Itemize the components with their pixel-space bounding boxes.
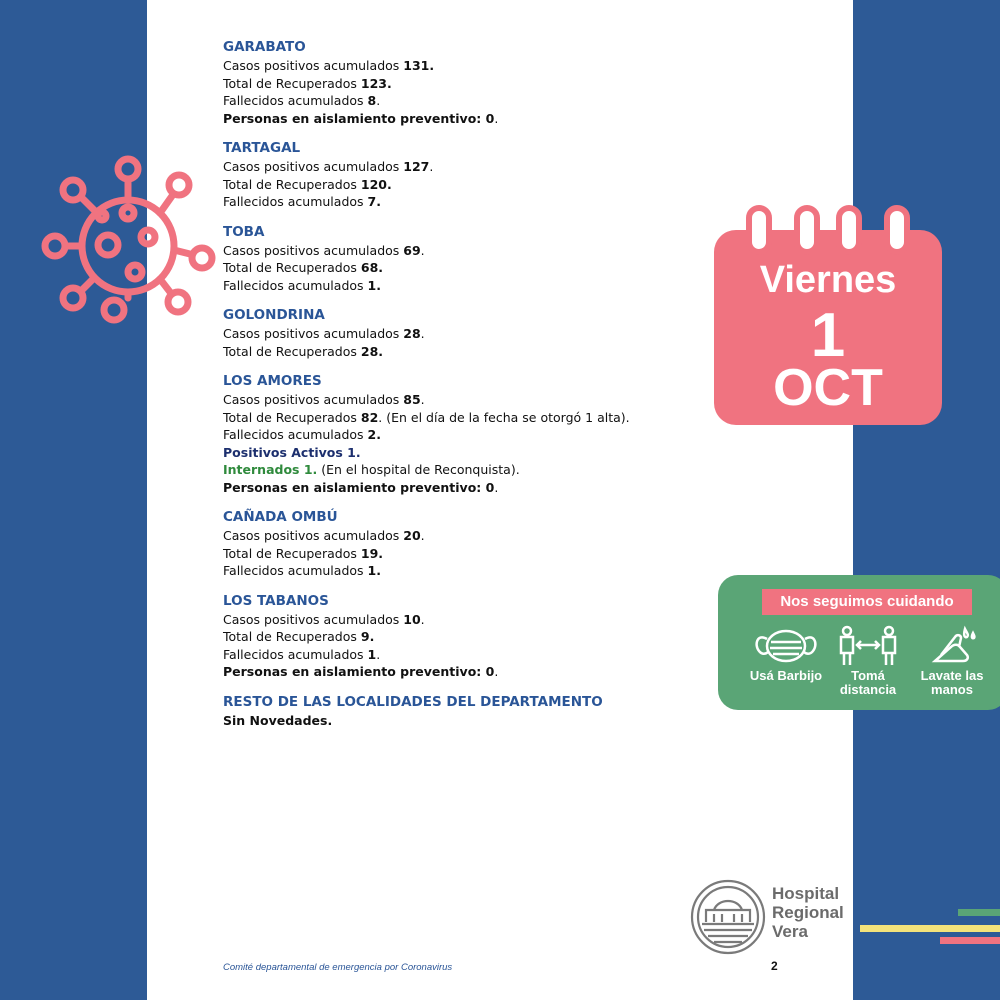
care-tip-label: Usá Barbijo [749,668,823,683]
stat-value: 19. [360,545,384,561]
stat-line [223,57,693,75]
stat-label: Total de Recuperados [223,260,361,275]
stat-value: 9. [360,629,375,644]
stat-line [223,646,693,664]
stat-line [223,545,693,563]
locality-section [223,592,693,681]
stat-value: 1 [367,646,377,662]
stat-line [223,158,693,176]
stat-line [223,562,693,580]
stat-label: Fallecidos acumulados [223,277,368,293]
care-tip-distance [828,625,908,697]
report-content [223,38,693,741]
stat-line [223,176,693,194]
stat-value: 85 [403,392,421,407]
locality-title: TOBA [223,223,265,240]
stat-line [223,663,693,681]
stat-value: 69 [403,242,421,258]
stat-value: 120. [360,176,392,192]
stat-note: . [420,392,425,407]
mask-icon [751,625,821,667]
stat-value: 127 [403,159,430,174]
stat-value: 68. [360,260,384,275]
stat-line [223,409,693,427]
locality-title: GARABATO [223,39,306,55]
stat-line [223,527,693,545]
locality-title: RESTO DE LAS LOCALIDADES DEL DEPARTAMENTO [223,693,603,710]
stat-note: . [420,611,425,627]
stat-note: . [420,528,425,543]
hospital-name [772,884,844,941]
calendar-day: 1 [810,301,846,370]
decor-stripe [958,909,1000,916]
stat-label: Total de Recuperados [223,343,361,359]
locality-title: LOS TABANOS [223,592,329,609]
calendar-weekday: Viernes [759,259,897,301]
stat-label: Total de Recuperados [223,545,361,561]
distance-icon [833,625,903,667]
stat-value: 28 [403,326,421,341]
locality-section [223,372,693,496]
stat-note: . [494,479,499,495]
stat-value: 20 [403,528,421,543]
stat-value: Internados 1. [223,462,318,477]
stat-value: 28. [360,343,384,359]
decor-stripe [860,925,1000,932]
stat-line [223,611,693,629]
stat-line [223,343,693,361]
care-tip-label: Tomá distancia [839,668,897,697]
calendar-ring [794,205,820,255]
stat-value: Sin Novedades. [223,712,333,728]
stat-label: Casos positivos acumulados [223,528,404,543]
stat-value: 1. [367,563,381,578]
stat-value: 131. [403,58,435,73]
stat-line [223,426,693,444]
decor-stripe [940,937,1000,944]
stat-note: . [376,93,381,108]
stat-note: . [494,664,499,679]
page-number: 2 [771,959,778,973]
stat-line [223,325,693,343]
stat-value: 1. [367,277,381,293]
care-tips-card [718,575,1000,710]
stat-value: Positivos Activos 1. [223,444,361,460]
stat-label: Casos positivos acumulados [223,392,404,407]
locality-title: GOLONDRINA [223,307,325,323]
wash-hands-icon [917,625,987,667]
stat-label: Fallecidos acumulados [223,93,368,108]
hospital-logo [690,872,850,962]
calendar-icon [714,205,942,425]
stat-value: Personas en aislamiento preventivo: 0 [223,110,495,126]
stat-label: Fallecidos acumulados [223,427,368,442]
calendar-ring [836,205,862,255]
stat-label: Fallecidos acumulados [223,646,368,662]
stat-label: Total de Recuperados [223,75,361,91]
stat-label: Fallecidos acumulados [223,563,368,578]
stat-line [223,92,693,110]
stat-note: . (En el día de la fecha se otorgó 1 alta). [378,409,630,425]
stat-note: . [420,326,425,341]
care-tip-wash [912,625,992,697]
locality-section [223,223,693,295]
hospital-name-line: Regional [772,903,844,922]
stat-label: Fallecidos acumulados [223,194,368,209]
calendar-ring [746,205,772,255]
stat-line [223,712,693,730]
hospital-name-line: Hospital [772,884,840,903]
stat-label: Total de Recuperados [223,176,361,192]
stat-line [223,479,693,497]
stat-label: Total de Recuperados [223,409,361,425]
stat-value: Personas en aislamiento preventivo: 0 [223,664,495,679]
stat-line [223,193,693,211]
stat-value: 8 [367,93,377,108]
stat-value: 7. [367,194,381,209]
stat-line [223,461,693,479]
locality-title: LOS AMORES [223,373,322,389]
locality-section [223,306,693,360]
hospital-name-line: Vera [772,922,808,941]
stat-line [223,259,693,277]
stat-value: 2. [367,427,381,442]
locality-section [223,693,693,730]
locality-title: TARTAGAL [223,140,301,156]
stat-line [223,75,693,93]
stat-note: . [420,242,425,258]
locality-section [223,38,693,127]
stat-line [223,277,693,295]
calendar-month: OCT [773,359,883,417]
hospital-logo-icon [690,872,766,962]
stat-value: Personas en aislamiento preventivo: 0 [223,479,495,495]
stat-note: . [429,159,434,174]
care-tip-label: Lavate las manos [920,668,984,697]
stat-line [223,242,693,260]
stat-label: Casos positivos acumulados [223,58,404,73]
stat-note: . [494,110,499,126]
locality-section [223,508,693,580]
stat-label: Casos positivos acumulados [223,242,404,258]
locality-title: CAÑADA OMBÚ [223,509,338,525]
care-tips-title: Nos seguimos cuidando [762,589,972,615]
footer-note: Comité departamental de emergencia por Coronavirus [223,962,453,973]
stat-label: Casos positivos acumulados [223,611,404,627]
stat-label: Casos positivos acumulados [223,159,404,174]
stat-label: Casos positivos acumulados [223,326,404,341]
stat-note: (En el hospital de Reconquista). [317,462,520,477]
calendar-ring [884,205,910,255]
stat-line [223,444,693,462]
locality-section [223,139,693,211]
stat-line [223,110,693,128]
stat-label: Total de Recuperados [223,629,361,644]
stat-line [223,391,693,409]
stat-line [223,628,693,646]
care-tip-mask [746,625,826,683]
stat-value: 82 [360,409,379,425]
stat-value: 10 [403,611,421,627]
stat-value: 123. [360,75,392,91]
virus-icon [38,150,218,330]
stat-note: . [376,646,381,662]
